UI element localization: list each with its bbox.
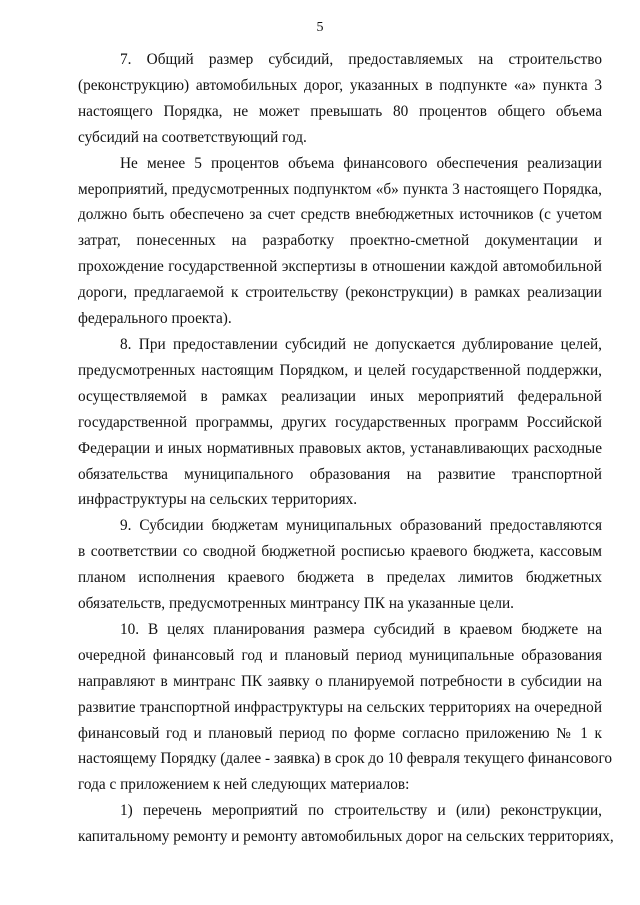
text-line: должно быть обеспечено за счет средств внебюджетных источников (с учетом bbox=[78, 206, 602, 224]
paragraph bbox=[78, 47, 602, 151]
page-number: 5 bbox=[316, 20, 324, 35]
text-line: очередной финансовый год и плановый период муниципальные образования bbox=[78, 646, 602, 664]
text-line: инфраструктуры на сельских территориях. bbox=[78, 491, 358, 509]
text-line: направляют в минтранс ПК заявку о планируемой потребности в субсидии на bbox=[78, 672, 602, 690]
text-line: развитие транспортной инфраструктуры на сельских территориях на очередной bbox=[78, 698, 602, 716]
text-line: Федерации и иных нормативных правовых актов, устанавливающих расходные bbox=[78, 439, 602, 457]
text-line: субсидий на соответствующий год. bbox=[78, 128, 307, 146]
paragraph bbox=[78, 151, 602, 332]
text-line: прохождение государственной экспертизы в отношении каждой автомобильной bbox=[78, 258, 602, 276]
text-line: обязательства муниципального образования на развитие транспортной bbox=[78, 465, 602, 483]
text-line: затрат, понесенных на разработку проектно-сметной документации и bbox=[78, 232, 602, 250]
text-line: планом исполнения краевого бюджета в пределах лимитов бюджетных bbox=[78, 569, 602, 587]
text-line: настоящему Порядку (далее - заявка) в срок до 10 февраля текущего финансового bbox=[78, 750, 613, 768]
text-line: 10. В целях планирования размера субсидий в краевом бюджете на bbox=[120, 620, 602, 638]
text-line: финансовый год и плановый период по форме согласно приложению № 1 к bbox=[78, 724, 602, 742]
text-line: капитальному ремонту и ремонту автомобильных дорог на сельских территориях, bbox=[78, 828, 614, 846]
paragraph bbox=[78, 332, 602, 513]
text-line: осуществляемой в рамках реализации иных мероприятий федеральной bbox=[78, 387, 602, 405]
text-line: 1) перечень мероприятий по строительству и (или) реконструкции, bbox=[120, 802, 602, 820]
text-line: в соответствии со сводной бюджетной росписью краевого бюджета, кассовым bbox=[78, 543, 602, 561]
paragraph bbox=[78, 798, 614, 850]
paragraph bbox=[78, 617, 613, 798]
text-line: дороги, предлагаемой к строительству (реконструкции) в рамках реализации bbox=[78, 284, 602, 302]
paragraph bbox=[78, 513, 602, 617]
text-line: Не менее 5 процентов объема финансового обеспечения реализации bbox=[120, 154, 602, 172]
text-line: государственной программы, других государственных программ Российской bbox=[78, 413, 602, 431]
text-line: обязательств, предусмотренных минтрансу ПК на указанные цели. bbox=[78, 595, 514, 613]
text-line: года с приложением к ней следующих материалов: bbox=[78, 776, 410, 794]
text-line: 9. Субсидии бюджетам муниципальных образований предоставляются bbox=[120, 517, 602, 535]
text-line: 8. При предоставлении субсидий не допускается дублирование целей, bbox=[120, 335, 602, 353]
text-line: федерального проекта). bbox=[78, 310, 232, 328]
text-line: предусмотренных настоящим Порядком, и целей государственной поддержки, bbox=[78, 361, 602, 379]
text-line: 7. Общий размер субсидий, предоставляемых на строительство bbox=[120, 51, 602, 68]
text-line: мероприятий, предусмотренных подпунктом «б» пункта 3 настоящего Порядка, bbox=[78, 180, 602, 198]
text-line: настоящего Порядка, не может превышать 80 процентов общего объема bbox=[78, 102, 602, 120]
document-body bbox=[78, 47, 614, 850]
text-line: (реконструкцию) автомобильных дорог, указанных в подпункте «а» пункта 3 bbox=[78, 76, 602, 94]
